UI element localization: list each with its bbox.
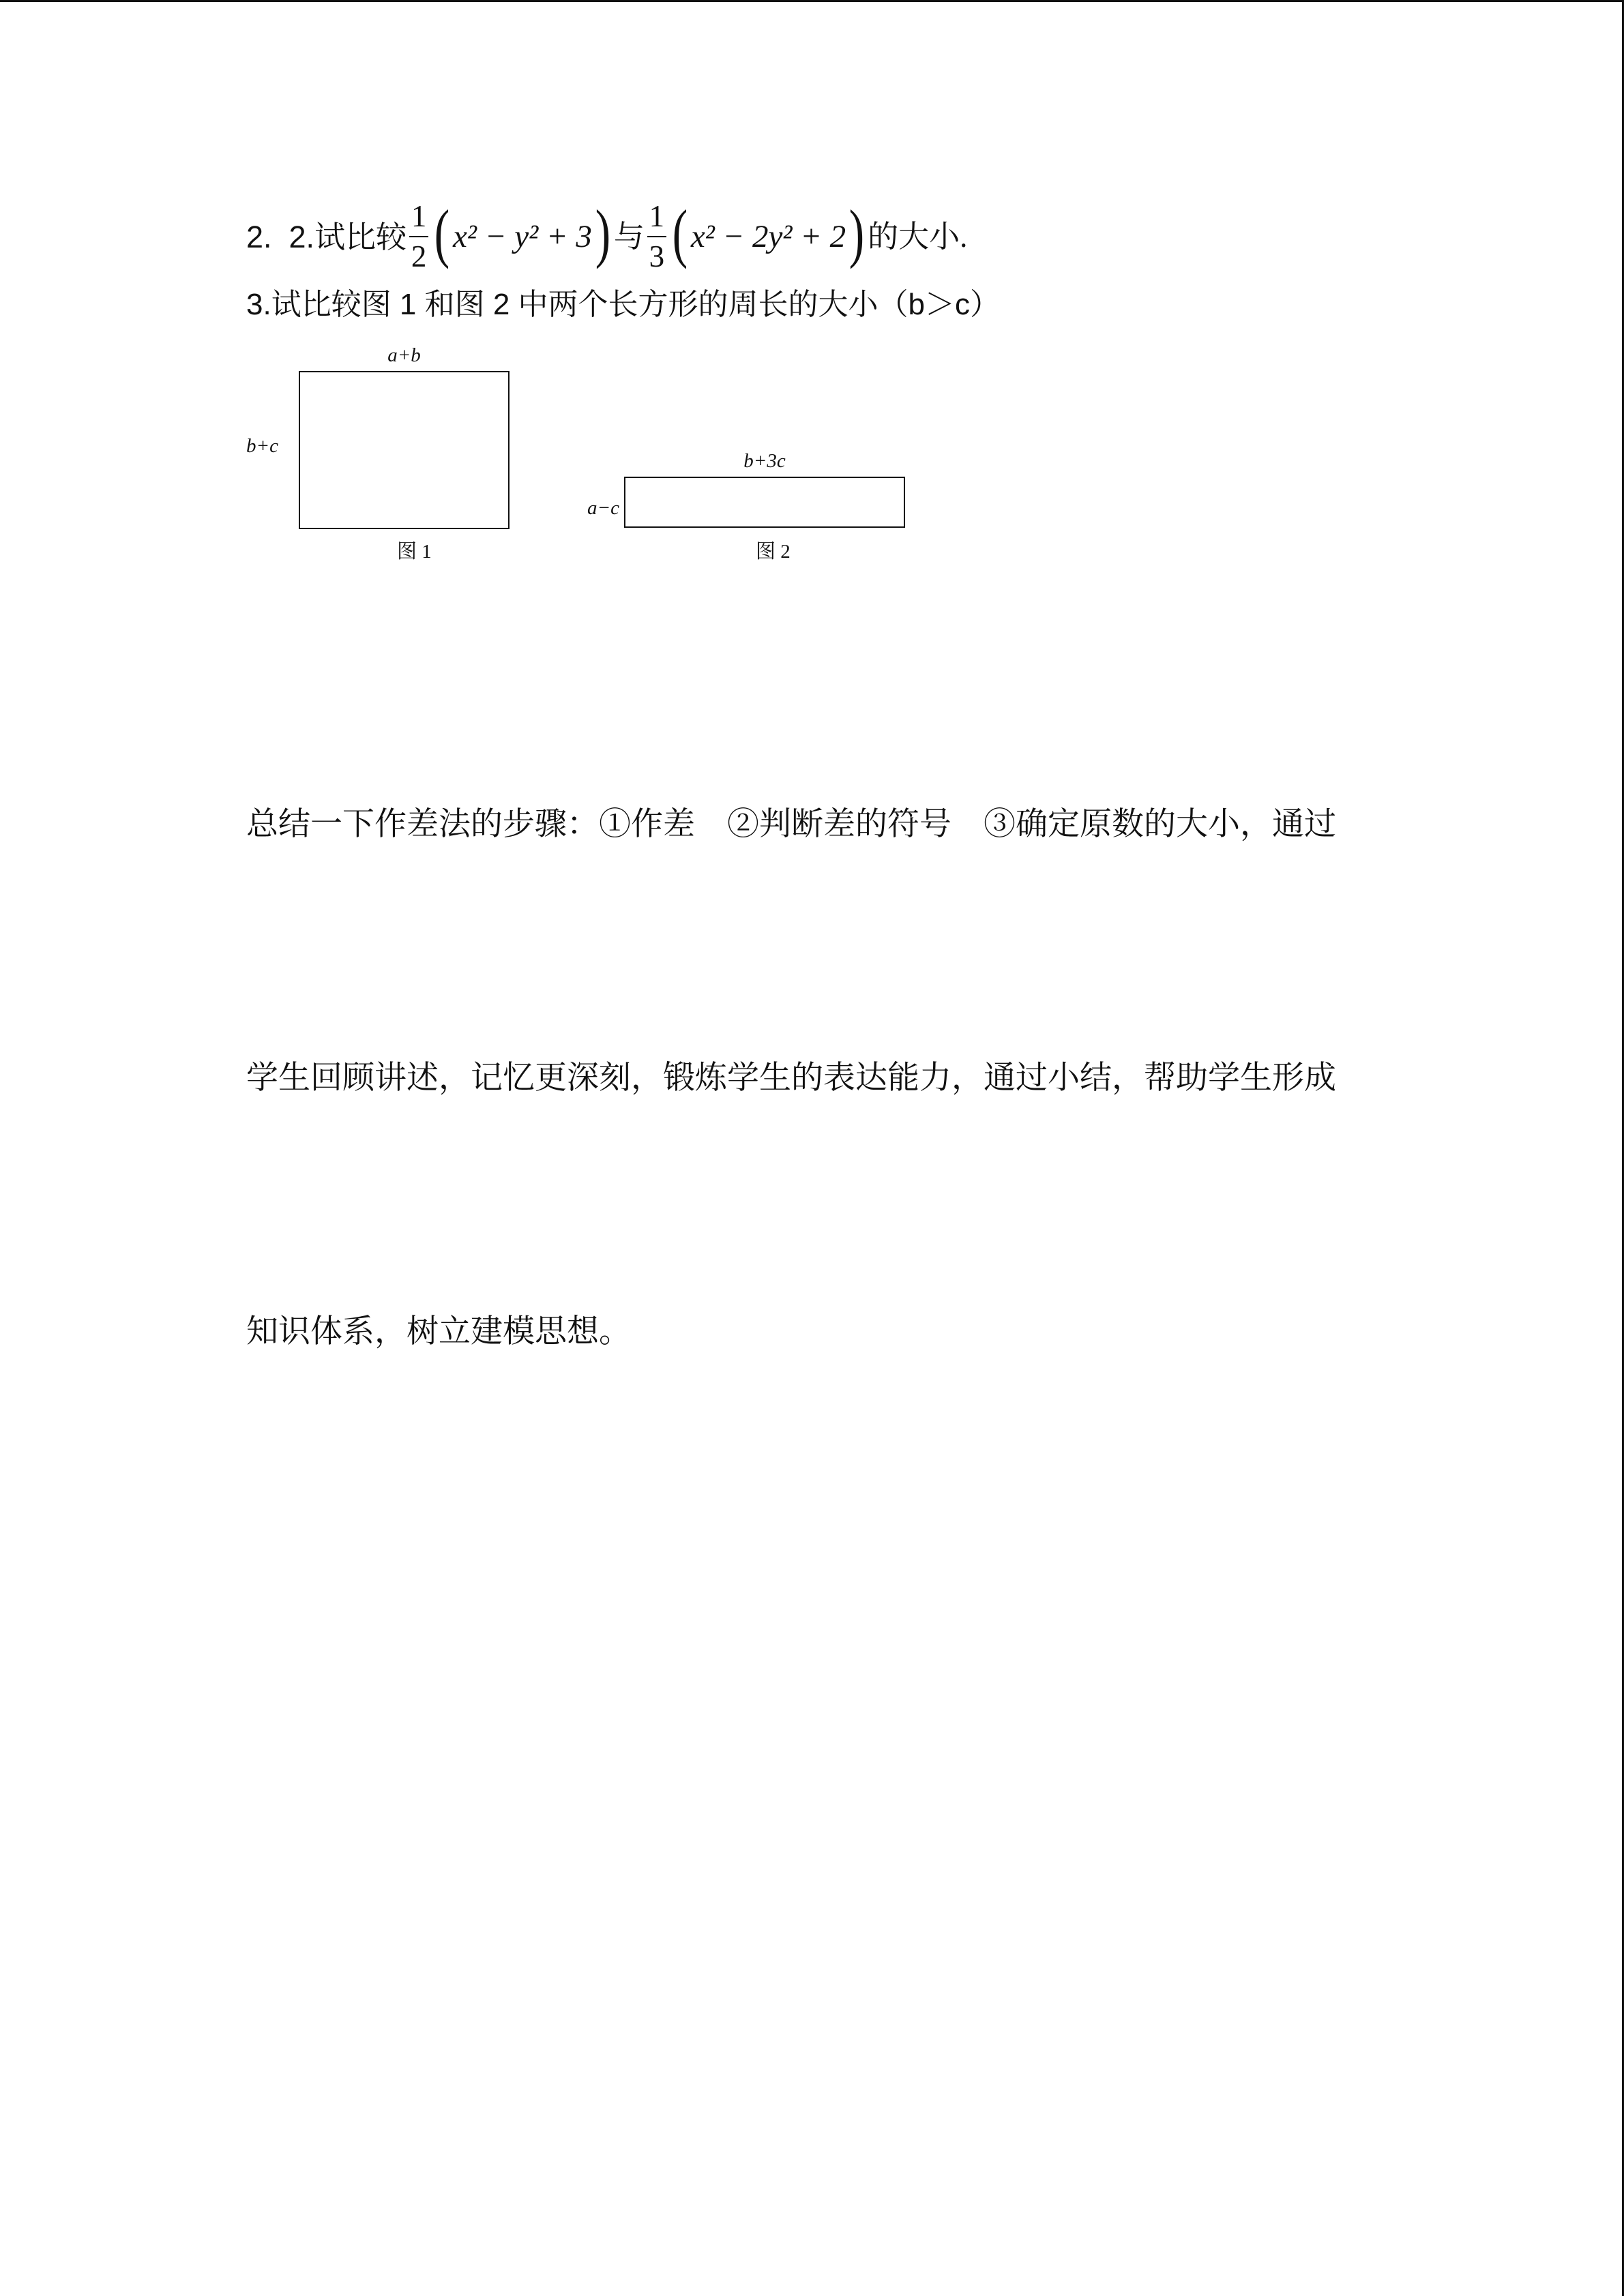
problem-2-tail: 的大小. (868, 219, 968, 254)
figure-1-rectangle (299, 371, 510, 529)
expression-1: x² − y² + 3 (453, 218, 592, 254)
figure-2-caption: 图 2 (756, 541, 791, 563)
figure-1-top-label: a+b (387, 344, 421, 366)
figure-2-rectangle (624, 477, 905, 528)
fraction-one-half (409, 201, 428, 272)
figure-1-side-label: b+c (246, 435, 278, 457)
expression-2: x² − 2y² + 2 (690, 218, 846, 254)
close-paren: ) (595, 196, 611, 269)
fraction-numerator: 1 (411, 199, 427, 233)
fraction-denominator: 3 (649, 239, 665, 273)
summary-line: 知识体系，树立建模思想。 (246, 1313, 631, 1350)
problem-2-line (246, 196, 967, 278)
figure-2-top-label: b+3c (743, 450, 786, 472)
problem-2-lead: 2. 2.试比较 (246, 219, 407, 254)
summary-line: 学生回顾讲述，记忆更深刻，锻炼学生的表达能力，通过小结，帮助学生形成 (246, 1059, 1336, 1097)
fraction-denominator: 2 (411, 239, 427, 273)
open-paren: ( (434, 196, 450, 269)
problem-3-text: 3.试比较图 1 和图 2 中两个长方形的周长的大小（b＞c） (246, 288, 1001, 321)
close-paren: ) (848, 196, 865, 269)
figure-2-side-label: a−c (587, 497, 619, 519)
open-paren: ( (672, 196, 688, 269)
summary-line: 总结一下作差法的步骤：①作差 ②判断差的符号 ③确定原数的大小，通过 (246, 805, 1336, 843)
fraction-numerator: 1 (649, 199, 665, 233)
summary-paragraph (246, 613, 1336, 1543)
figure-1-caption: 图 1 (397, 541, 432, 563)
fraction-one-third (647, 201, 666, 272)
conjunction: 与 (613, 219, 645, 254)
